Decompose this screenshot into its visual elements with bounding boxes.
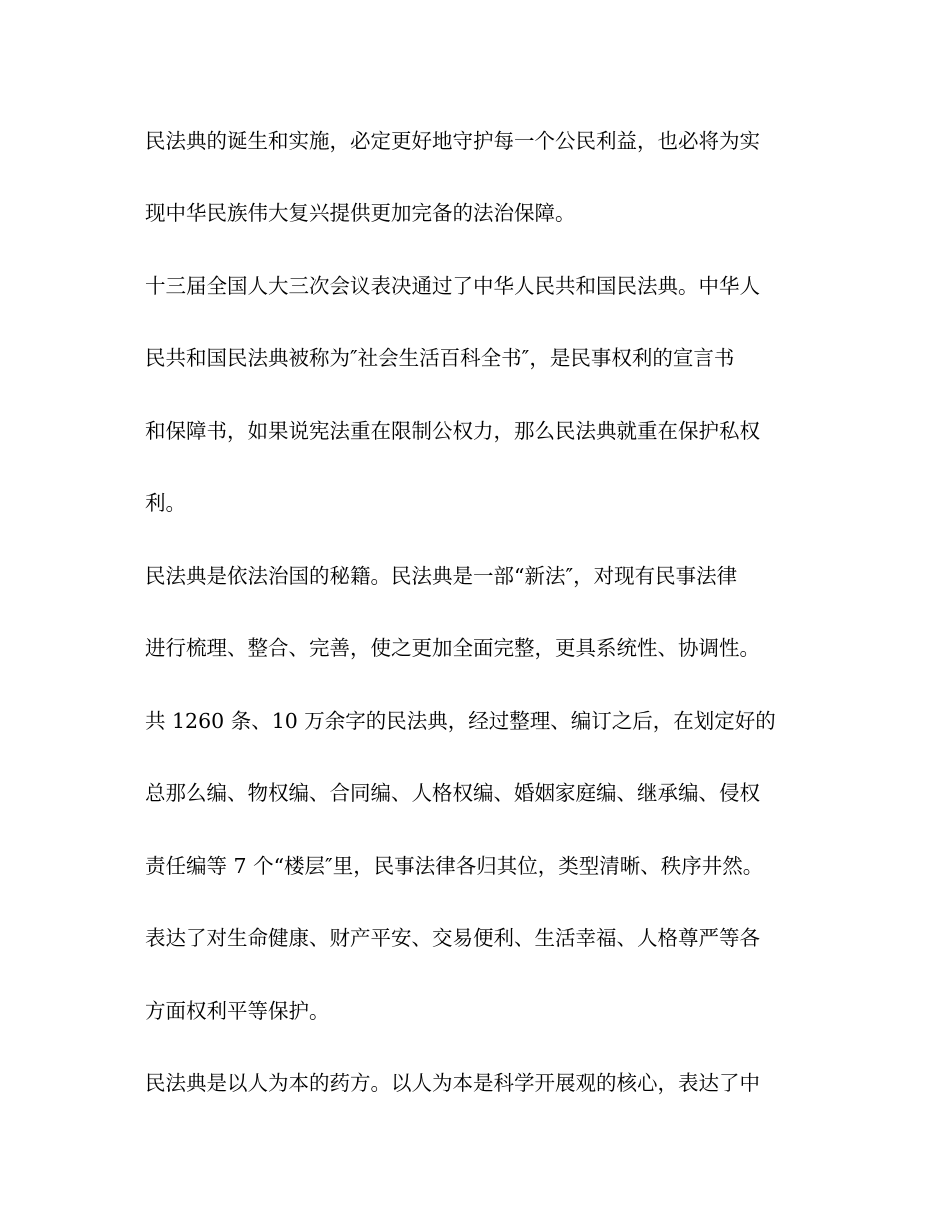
text-line-2: 现中华民族伟大复兴提供更加完备的法治保障。 <box>145 201 576 225</box>
text-line-3: 十三届全国人大三次会议表决通过了中华人民共和国民法典。中华人 <box>145 274 760 298</box>
text-line-6: 利。 <box>145 491 186 515</box>
text-line-10: 总那么编、物权编、合同编、人格权编、婚姻家庭编、继承编、侵权 <box>145 781 760 805</box>
text-line-12: 表达了对生命健康、财产平安、交易便利、生活幸福、人格尊严等各 <box>145 926 760 950</box>
text-line-4: 民共和国民法典被称为″社会生活百科全书″，是民事权利的宣言书 <box>145 346 735 370</box>
text-line-7: 民法典是依法治国的秘籍。民法典是一部“新法″，对现有民事法律 <box>145 564 738 588</box>
text-line-1: 民法典的诞生和实施，必定更好地守护每一个公民利益，也必将为实 <box>145 129 760 153</box>
text-line-5: 和保障书，如果说宪法重在限制公权力，那么民法典就重在保护私权 <box>145 419 760 443</box>
text-line-8: 进行梳理、整合、完善，使之更加全面完整，更具系统性、协调性。 <box>145 636 760 660</box>
text-line-11: 责任编等 7 个“楼层″里，民事法律各归其位，类型清晰、秩序井然。 <box>145 854 764 878</box>
text-line-9: 共 1260 条、10 万余字的民法典，经过整理、编订之后，在划定好的 <box>145 709 776 733</box>
text-line-14: 民法典是以人为本的药方。以人为本是科学开展观的核心，表达了中 <box>145 1071 760 1095</box>
text-line-13: 方面权利平等保护。 <box>145 999 330 1023</box>
